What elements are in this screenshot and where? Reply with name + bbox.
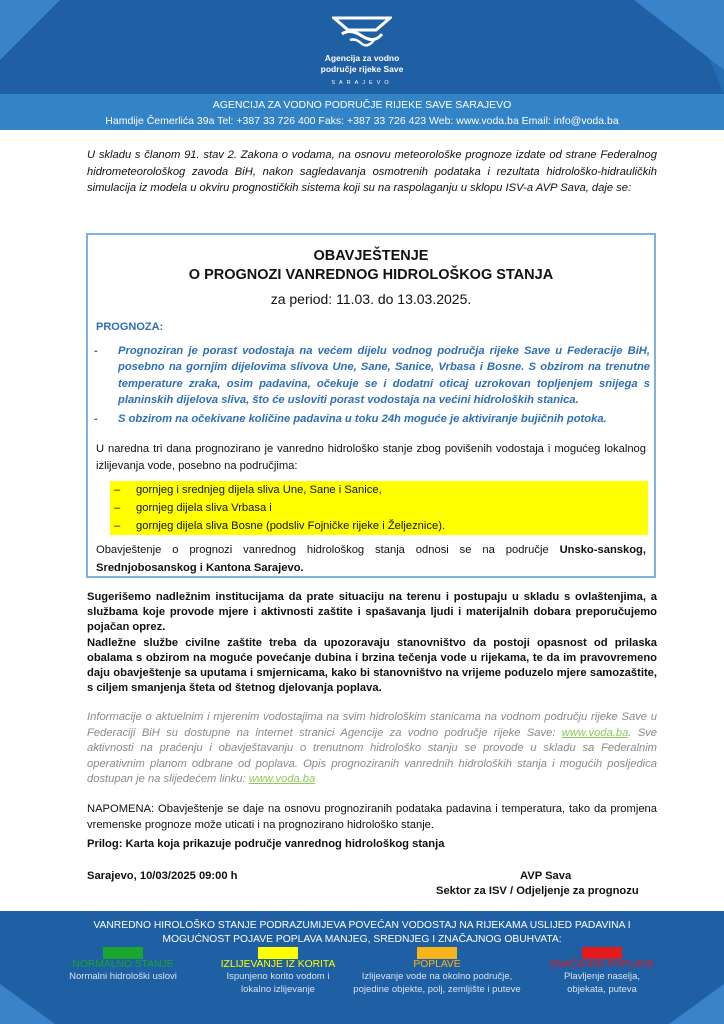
legend-label: POPLAVE xyxy=(413,959,461,970)
legend-desc: objekata, puteva xyxy=(567,984,637,995)
intro-paragraph: U skladu s članom 91. stav 2. Zakona o vodama, na osnovu meteorološke prognoze izdate od strane Federalnog hidrometeorološkog zavoda BiH, nakon sagledavanja osmotrenih podataka i rezultata hidrološko-hidrauličkih simulacija iz modela u okviru prognostičkih sistema koji su na raspolaganju u sklopu ISV-a AVP Sava, daje se: xyxy=(87,149,657,194)
prognoza-bullet: - Prognoziran je porast vodostaja na većem dijelu vodnog područja rijeke Save u Federacije BiH, posebno na gornjim dijelovima slivova Une, Sane, Sanice, Vrbasa i Bosne. S obzirom na trenutne temperature zraka, osim padavina, očekuje se i dodatni oticaj uzrokovan topljenjem snijega s planinskih dijelova sliva, što će usloviti porast vodostaja na većini hidroloških stanica. xyxy=(94,345,650,406)
legend-floods xyxy=(352,947,522,996)
prognoza-bullets xyxy=(94,343,650,430)
notice-title-line2: O PROGNOZI VANREDNOG HIDROLOŠKOG STANJA xyxy=(188,267,554,283)
org-name-line2: područje rijeke Save xyxy=(320,64,404,74)
address-band xyxy=(0,94,724,130)
attachment-line: Prilog: Karta koja prikazuje područje vanrednog hidrološkog stanja xyxy=(87,838,445,850)
affected-area-item: – gornjeg dijela sliva Bosne (podsliv Fojničke rijeke i Željeznice). xyxy=(114,520,446,532)
notice-box xyxy=(86,233,656,578)
legend-desc: Ispunjeno korito vodom i xyxy=(226,971,330,982)
legend-desc: Izlijevanje vode na okolno područje, xyxy=(361,971,513,982)
org-name-line1: Agencija za vodno xyxy=(324,53,400,63)
affected-area-text: gornjeg dijela sliva Bosne (podsliv Fojničke rijeke i Željeznice). xyxy=(136,520,446,532)
notice-period: za period: 11.03. do 13.03.2025. xyxy=(270,291,472,307)
legend-swatch-floods xyxy=(417,947,457,959)
footer-title-line1: VANREDNO HIROLOŠKO STANJE PODRAZUMIJEVA POVEĆAN VODOSTAJ NA RIJEKAMA USLIJED PADAVINA I xyxy=(93,920,631,931)
header-decoration-right xyxy=(634,0,724,70)
prognoza-bullet-text: Prognoziran je porast vodostaja na većem dijelu vodnog područja rijeke Save u Federacije BiH, posebno na gornjim dijelovima slivova Une, Sane, Sanice, Vrbasa i Bosne. S obzirom na trenutne temperature zraka, osim padavina, očekuje se i dodatni oticaj uzrokovan topljenjem snijega s planinskih dijelova sliva, što će usloviti porast vodostaja na većini hidroloških stanica. xyxy=(118,345,650,406)
band-agency-name: AGENCIJA ZA VODNO PODRUČJE RIJEKE SAVE SARAJEVO xyxy=(212,99,512,111)
legend-swatch-major-floods xyxy=(582,947,622,959)
affected-area-text: gornjeg i srednjeg dijela sliva Une, Sane i Sanice, xyxy=(136,484,382,496)
legend-label: NORMALNO STANJE xyxy=(72,959,174,970)
agency-logo-icon xyxy=(332,16,392,48)
info-text-2: . Sve aktivnosti na praćenju i obavještavanju o trenutnom hidrološko stanju se provode u skladu sa Federalnim operativnim planom odbrane od poplava. Opis prognoziranih vanrednih hidroloških stanja i mogućih posljedica dostupan je na slijedećem linku: xyxy=(87,726,657,785)
legend-label: IZLIJEVANJE IZ KORITA xyxy=(220,959,336,970)
org-name xyxy=(262,53,462,75)
legend-swatch-normal xyxy=(103,947,143,959)
suggestions xyxy=(87,590,657,696)
signature-department: Sektor za ISV / Odjeljenje za prognozu xyxy=(436,885,639,897)
footer-title xyxy=(40,919,684,947)
website-link-2[interactable]: www.voda.ba xyxy=(248,773,316,785)
header xyxy=(0,0,724,94)
legend-swatch-overflow xyxy=(258,947,298,959)
legend-desc: Normalni hidrološki uslovi xyxy=(69,971,177,982)
forecast-paragraph: U naredna tri dana prognozirano je vanredno hidrološko stanje zbog povišenih vodostaja i mogućeg lokalnog izlijevanja vode, posebno na područjima: xyxy=(96,443,646,472)
org-city: SARAJEVO xyxy=(331,80,393,86)
legend-desc: pojedine objekte, polj, zemljište i puteve xyxy=(353,984,521,995)
legend-normal xyxy=(38,947,208,983)
affected-area-text: gornjeg dijela sliva Vrbasa i xyxy=(136,502,272,514)
prognoza-bullet-text: S obzirom na očekivane količine padavina u toku 24h moguće je aktiviranje bujičnih potoka. xyxy=(118,413,607,426)
legend-overflow xyxy=(193,947,363,996)
prognoza-label: PROGNOZA: xyxy=(96,321,164,333)
band-contact: Hamdije Čemerlića 39a Tel: +387 33 726 400 Faks: +387 33 726 423 Web: www.voda.ba Email: info@voda.ba xyxy=(105,115,619,127)
legend-label: ZNAČAJNE POPLAVE xyxy=(549,959,655,970)
affected-area-item: – gornjeg i srednjeg dijela sliva Une, Sane i Sanice, xyxy=(114,484,382,496)
note-paragraph: NAPOMENA: Obavještenje se daje na osnovu prognoziranih podataka padavina i temperatura, tako da promjena vremenske prognoze može uticati i na prognozirano hidrološko stanje. xyxy=(87,803,657,831)
legend-desc: Plavljenje naselja, xyxy=(563,971,641,982)
suggestion-institutions: Sugerišemo nadležnim institucijama da prate situaciju na terenu i postupaju u skladu s ovlaštenjima, a službama koje provode mjere i aktivnosti zaštite i spašavanja ljudi i materijalnih dobara preporučujemo pojačan oprez. xyxy=(87,591,657,634)
footer-decoration-left xyxy=(0,984,55,1024)
footer-title-line2: MOGUĆNOST POJAVE POPLAVA MANJEG, SREDNJEG I ZNAČAJNOG OBUHVATA: xyxy=(162,934,562,945)
website-link[interactable]: www.voda.ba xyxy=(561,726,629,739)
footer xyxy=(0,911,724,1024)
issue-date: Sarajevo, 10/03/2025 09:00 h xyxy=(87,870,238,882)
region-paragraph xyxy=(96,541,646,577)
notice-title-line1: OBAVJEŠTENJE xyxy=(313,248,429,264)
affected-area-item: – gornjeg dijela sliva Vrbasa i xyxy=(114,502,272,514)
suggestion-civil-protection: Nadležne službe civilne zaštite treba da upozoravaju stanovništvo da postoji opasnost od prilaska obalama s obzirom na moguće povećanje dubina i brzina tečenja vode u rijekama, te da im pravovremeno daju obavještenje sa uputama i smjernicama, kako bi stanovništvo na vrijeme poduzelo mjere samozaštite, s ciljem smanjenja šteta od štetnog djelovanja poplava. xyxy=(87,636,657,695)
info-text-1: Informacije o aktuelnim i mjerenim vodostajima na svim hidrološkim stanicama na vodnom području rijeke Save u Federaciji BiH su dostupne na internet stranici Agencije za vodno područje rijeke Save: xyxy=(87,711,657,739)
legend-desc: lokalno izlijevanje xyxy=(241,984,315,995)
legend-major-floods xyxy=(517,947,687,996)
region-names: Unsko-sanskog, Srednjobosanskog i Kantona Sarajevo. xyxy=(96,544,646,574)
region-paragraph-text: Obavještenje o prognozi vanrednog hidrološkog stanja odnosi se na područje xyxy=(96,544,560,556)
signature-org: AVP Sava xyxy=(520,870,572,882)
header-decoration-left xyxy=(0,0,60,60)
prognoza-bullet: - S obzirom na očekivane količine padavina u toku 24h moguće je aktiviranje bujičnih potoka. xyxy=(94,413,607,426)
notice-title xyxy=(88,247,654,285)
affected-areas-list xyxy=(110,481,648,535)
info-paragraph xyxy=(87,710,657,788)
